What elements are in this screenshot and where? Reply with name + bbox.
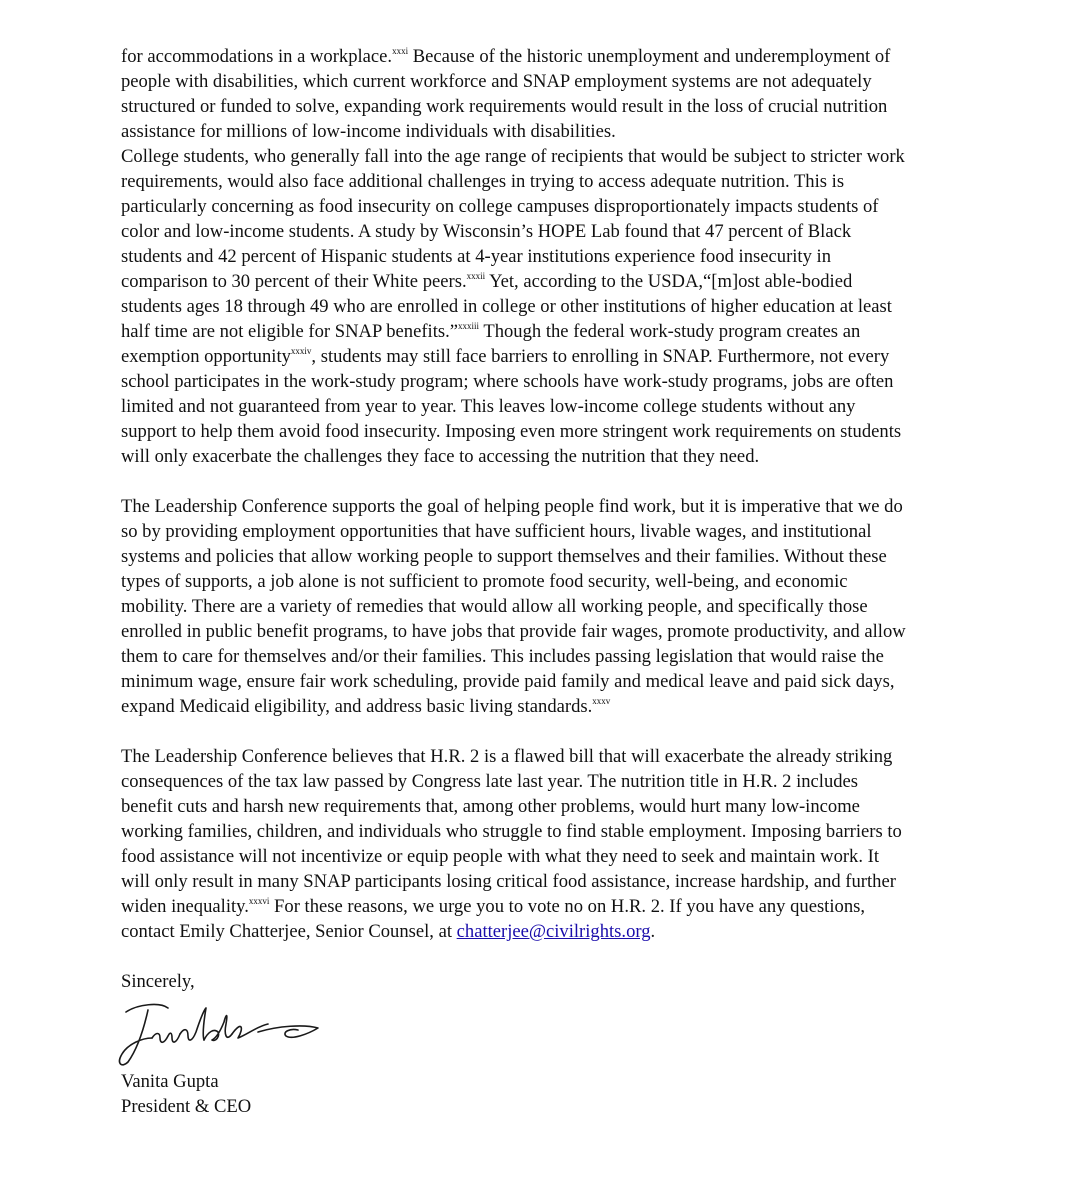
line-text: so by providing employment opportunities that have sufficient hours, livable wages, and institutional <box>121 521 872 542</box>
text-line <box>121 344 957 369</box>
paragraph-college-students <box>121 144 957 469</box>
line-text: school participates in the work-study program; where schools have work-study programs, jobs are often <box>121 371 894 392</box>
text-line <box>121 744 957 769</box>
email-link[interactable]: chatterjee@civilrights.org <box>456 921 651 942</box>
footnote-marker: xxxiii <box>458 320 480 331</box>
line-text: mobility. There are a variety of remedies that would allow all working people, and specifically those <box>121 596 868 617</box>
line-text: limited and not guaranteed from year to year. This leaves low-income college students without any <box>121 396 856 417</box>
line-text: structured or funded to solve, expanding work requirements would result in the loss of crucial nutrition <box>121 96 888 117</box>
paragraph-contact-line <box>121 919 957 944</box>
footnote-marker: xxxii <box>466 270 486 281</box>
footnote-marker: xxxv <box>592 695 611 706</box>
text-line <box>121 269 957 294</box>
line-text: half time are not eligible for SNAP benefits.” <box>121 321 459 342</box>
text-line <box>121 419 957 444</box>
line-text: comparison to 30 percent of their White peers. <box>121 271 467 292</box>
text-line <box>121 119 957 144</box>
text-line <box>121 869 957 894</box>
line-text: Yet, according to the USDA,“[m]ost able-bodied <box>485 271 853 292</box>
line-text: working families, children, and individuals who struggle to find stable employment. Imposing barriers to <box>121 821 902 842</box>
text-line <box>121 169 957 194</box>
line-text: types of supports, a job alone is not sufficient to promote food security, well-being, and economic <box>121 571 848 592</box>
line-text: students ages 18 through 49 who are enrolled in college or other institutions of higher education at least <box>121 296 892 317</box>
signer-title: President & CEO <box>121 1096 252 1117</box>
text-line <box>121 519 957 544</box>
line-text: particularly concerning as food insecurity on college campuses disproportionately impacts students of <box>121 196 879 217</box>
text-line <box>121 894 957 919</box>
text-line <box>121 144 957 169</box>
salutation: Sincerely, <box>121 971 195 992</box>
line-text: benefit cuts and harsh new requirements that, among other problems, would hurt many low-income <box>121 796 860 817</box>
text-line <box>121 819 957 844</box>
signature-image <box>108 998 328 1070</box>
line-text: , students may still face barriers to enrolling in SNAP. Furthermore, not every <box>311 346 890 367</box>
footnote-marker: xxxi <box>392 45 409 56</box>
text-line <box>121 444 957 469</box>
contact-period: . <box>650 921 656 942</box>
text-line <box>121 594 957 619</box>
paragraph-disabilities <box>121 44 957 144</box>
text-line <box>121 769 957 794</box>
line-text: Though the federal work-study program creates an <box>479 321 861 342</box>
line-text: requirements, would also face additional challenges in trying to access adequate nutrition. This is <box>121 171 845 192</box>
line-text: For these reasons, we urge you to vote no on H.R. 2. If you have any questions, <box>269 896 865 917</box>
line-text: expand Medicaid eligibility, and address basic living standards. <box>121 696 593 717</box>
line-text: exemption opportunity <box>121 346 291 367</box>
text-line <box>121 319 957 344</box>
text-line <box>121 69 957 94</box>
line-text: will only exacerbate the challenges they face to accessing the nutrition that they need. <box>121 446 760 467</box>
line-text: them to care for themselves and/or their families. This includes passing legislation that would raise the <box>121 646 884 667</box>
footnote-marker: xxxvi <box>248 895 270 906</box>
text-line <box>121 394 957 419</box>
line-text: College students, who generally fall into the age range of recipients that would be subject to stricter work <box>121 146 905 167</box>
line-text: for accommodations in a workplace. <box>121 46 393 67</box>
text-line <box>121 369 957 394</box>
signer-name: Vanita Gupta <box>121 1071 219 1092</box>
text-line <box>121 194 957 219</box>
line-text: food assistance will not incentivize or equip people with what they need to seek and maintain work. It <box>121 846 880 867</box>
line-text: color and low-income students. A study by Wisconsin’s HOPE Lab found that 47 percent of Black <box>121 221 852 242</box>
text-line <box>121 694 957 719</box>
text-line <box>121 669 957 694</box>
text-line <box>121 569 957 594</box>
text-line <box>121 544 957 569</box>
contact-text: contact Emily Chatterjee, Senior Counsel, at <box>121 921 457 942</box>
text-line <box>121 94 957 119</box>
line-text: consequences of the tax law passed by Congress late last year. The nutrition title in H.R. 2 includes <box>121 771 859 792</box>
paragraph-leadership-supports <box>121 494 957 719</box>
text-line <box>121 644 957 669</box>
text-line <box>121 44 957 69</box>
line-text: The Leadership Conference supports the goal of helping people find work, but it is imperative that we do <box>121 496 903 517</box>
line-text: will only result in many SNAP participants losing critical food assistance, increase hardship, and further <box>121 871 896 892</box>
line-text: support to help them avoid food insecurity. Imposing even more stringent work requirements on students <box>121 421 902 442</box>
line-text: students and 42 percent of Hispanic students at 4-year institutions experience food insecurity in <box>121 246 831 267</box>
text-line <box>121 844 957 869</box>
line-text: enrolled in public benefit programs, to have jobs that provide fair wages, promote productivity, and allow <box>121 621 906 642</box>
footnote-marker: xxxiv <box>290 345 312 356</box>
line-text: widen inequality. <box>121 896 249 917</box>
line-text: systems and policies that allow working people to support themselves and their families. Without these <box>121 546 887 567</box>
text-line <box>121 219 957 244</box>
line-text: minimum wage, ensure fair work scheduling, provide paid family and medical leave and paid sick days, <box>121 671 895 692</box>
line-text: assistance for millions of low-income individuals with disabilities. <box>121 121 616 142</box>
text-line <box>121 294 957 319</box>
line-text: Because of the historic unemployment and underemployment of <box>408 46 891 67</box>
text-line <box>121 244 957 269</box>
text-line <box>121 494 957 519</box>
text-line <box>121 619 957 644</box>
paragraph-hr2-flawed <box>121 744 957 919</box>
text-line <box>121 794 957 819</box>
line-text: The Leadership Conference believes that H.R. 2 is a flawed bill that will exacerbate the already striking <box>121 746 893 767</box>
line-text: people with disabilities, which current workforce and SNAP employment systems are not adequately <box>121 71 872 92</box>
